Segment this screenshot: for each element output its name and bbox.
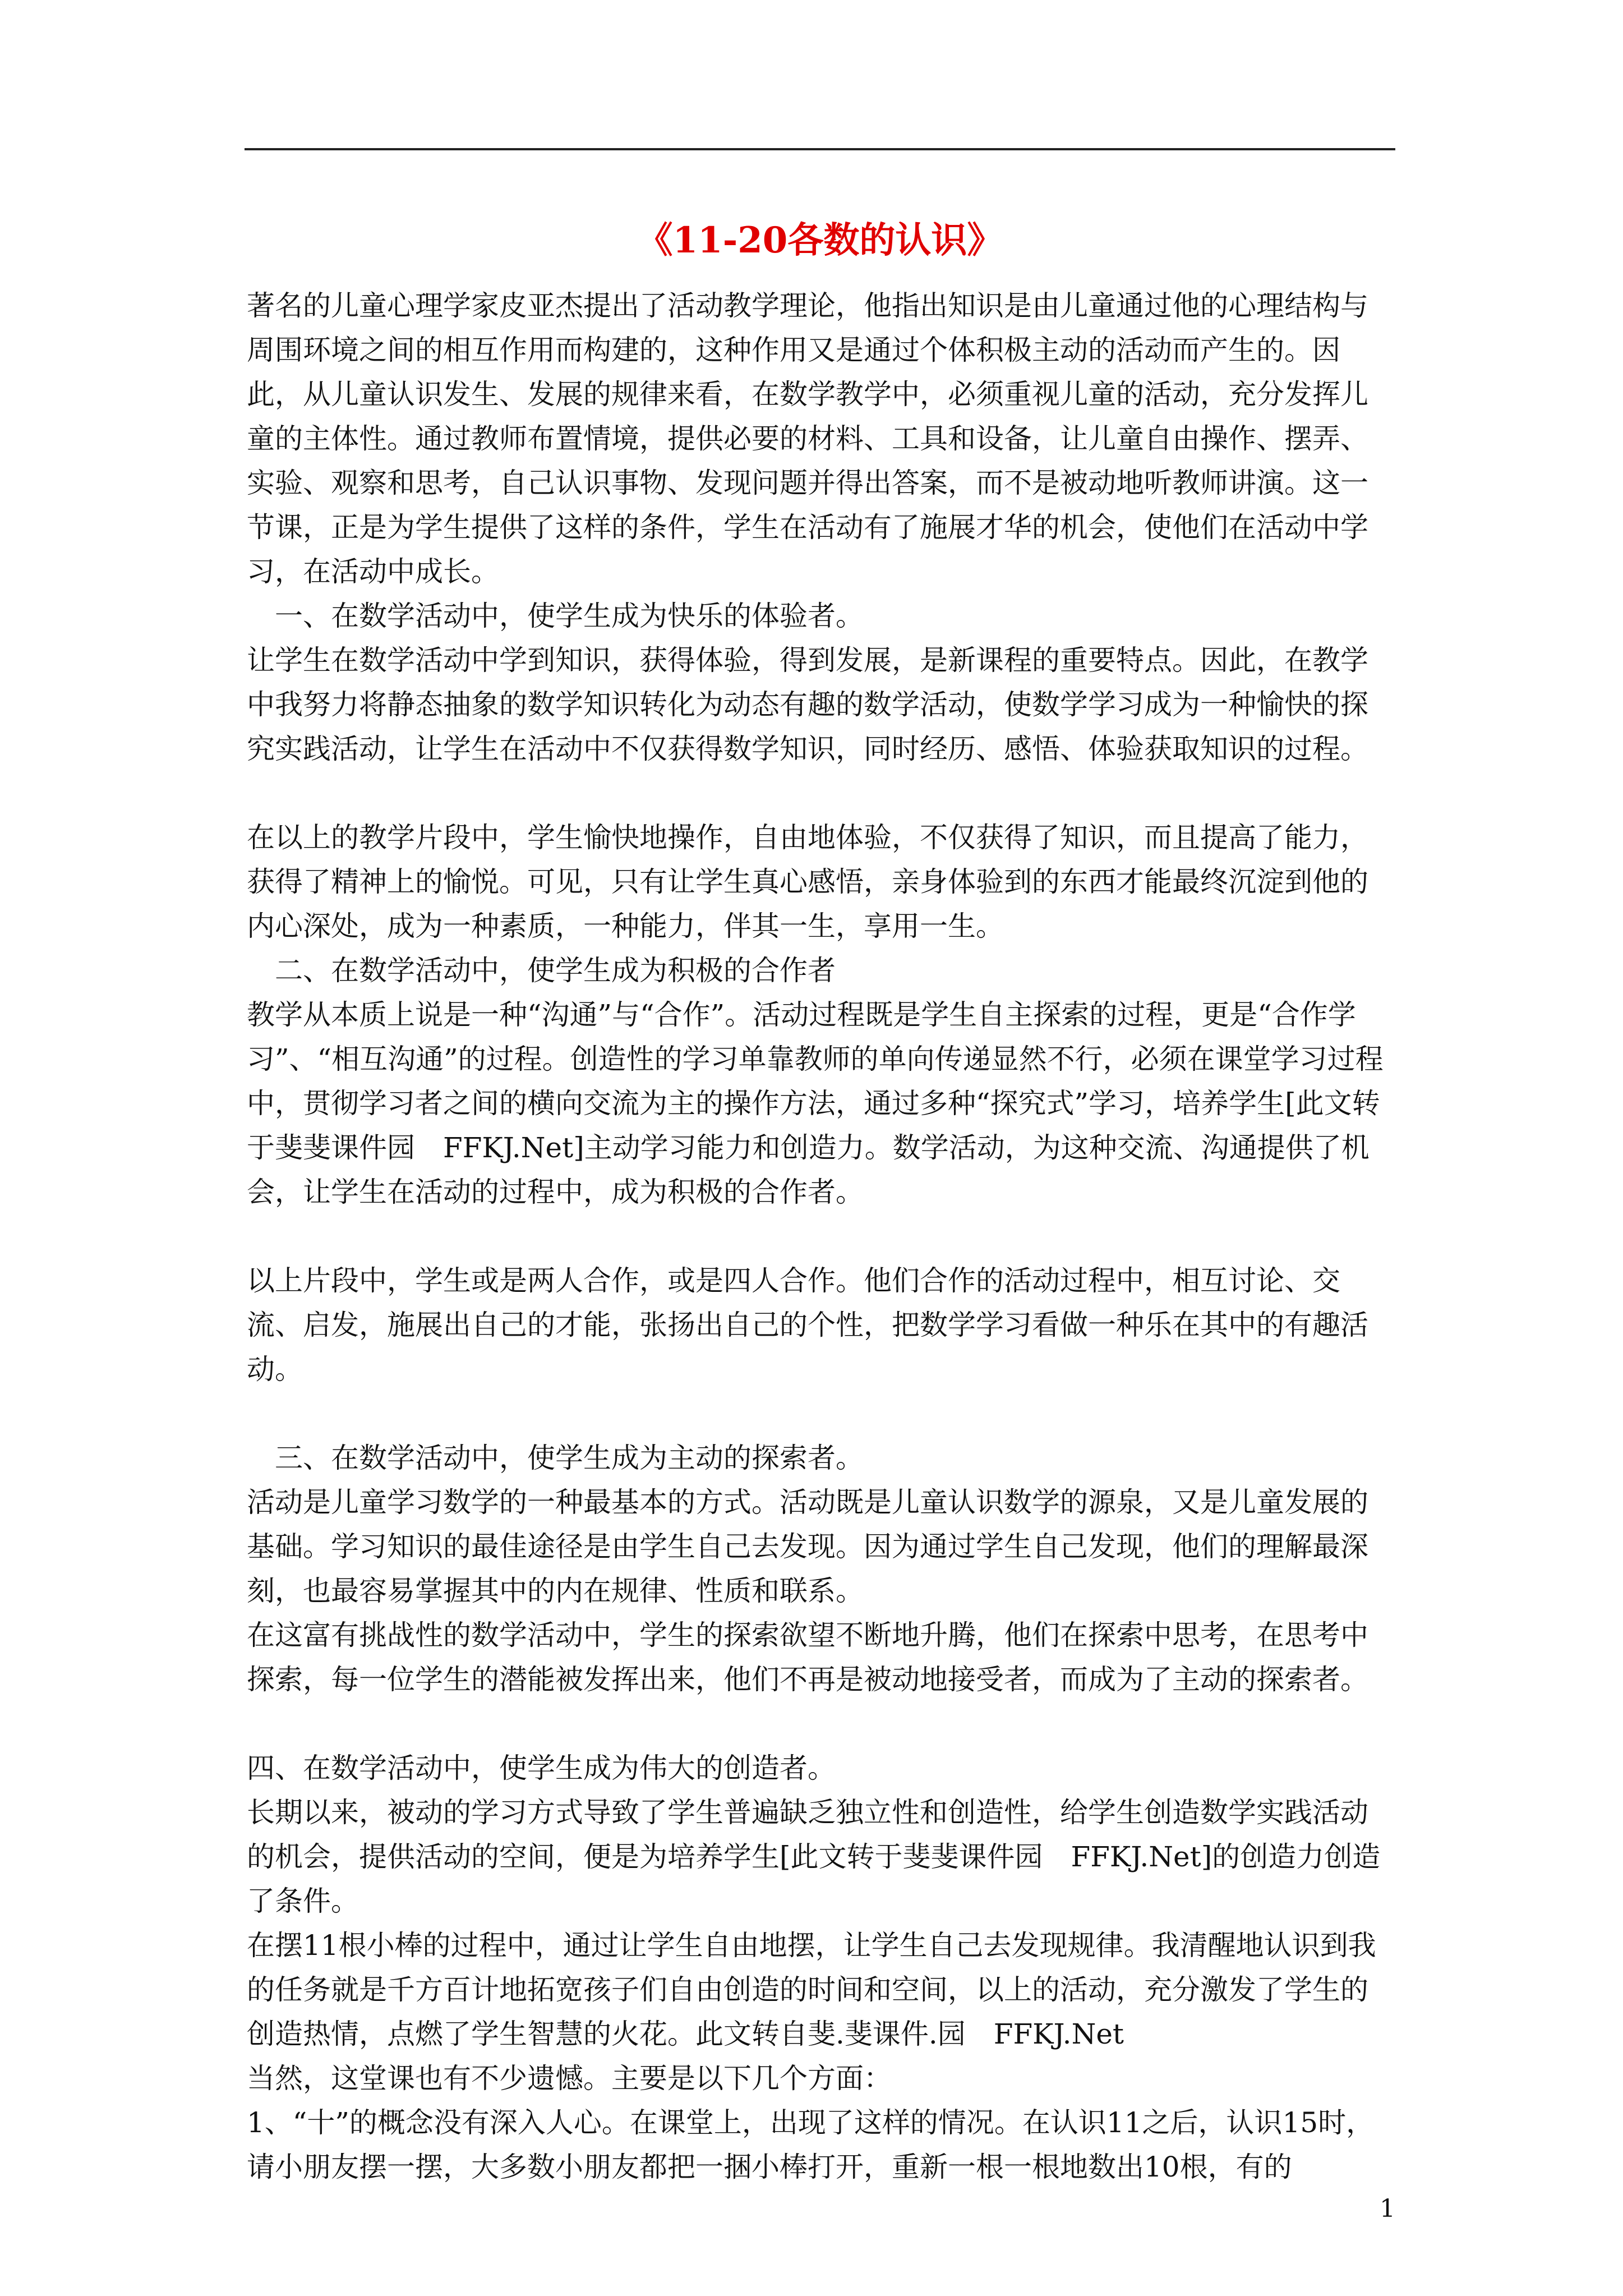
section-heading-2: 二、在数学活动中，使学生成为积极的合作者 <box>275 954 836 987</box>
paragraph: 当然，这堂课也有不少遗憾。主要是以下几个方面： <box>247 2062 892 2095</box>
blank-line <box>247 1214 1395 1259</box>
paragraph: 在这富有挑战性的数学活动中，学生的探索欲望不断地升腾，他们在探索中思考，在思考中探索，每一位学生的潜能被发挥出来，他们不再是被动地接受者，而成为了主动的探索者。 <box>247 1619 1368 1696</box>
paragraph: 长期以来，被动的学习方式导致了学生普遍缺乏独立性和创造性，给学生创造数学实践活动的机会，提供活动的空间，便是为培养学生[此文转于斐斐课件园 FFKJ.Net]的创造力创造了条件。 <box>247 1796 1381 1917</box>
document-body <box>247 284 1395 2189</box>
list-item: 1、“十”的概念没有深入人心。在课堂上，出现了这样的情况。在认识11之后，认识15时，请小朋友摆一摆，大多数小朋友都把一捆小棒打开，重新一根一根地数出10根，有的 <box>247 2106 1375 2183</box>
blank-line <box>247 1392 1395 1436</box>
paragraph: 以上片段中，学生或是两人合作，或是四人合作。他们合作的活动过程中，相互讨论、交流、启发，施展出自己的才能，张扬出自己的个性，把数学学习看做一种乐在其中的有趣活动。 <box>247 1264 1368 1386</box>
paragraph: 在以上的教学片段中，学生愉快地操作，自由地体验，不仅获得了知识，而且提高了能力，获得了精神上的愉悦。可见，只有让学生真心感悟，亲身体验到的东西才能最终沉淀到他的内心深处，成为一种素质，一种能力，伴其一生，享用一生。 <box>247 821 1368 942</box>
document-title: 《11-20各数的认识》 <box>637 219 1003 261</box>
page-number: 1 <box>1380 2194 1395 2223</box>
section-heading-3: 三、在数学活动中，使学生成为主动的探索者。 <box>275 1442 864 1474</box>
section-heading-1: 一、在数学活动中，使学生成为快乐的体验者。 <box>275 600 864 632</box>
section-heading-4: 四、在数学活动中，使学生成为伟大的创造者。 <box>247 1752 836 1784</box>
paragraph: 教学从本质上说是一种“沟通”与“合作”。活动过程既是学生自主探索的过程，更是“合作学习”、“相互沟通”的过程。创造性的学习单靠教师的单向传递显然不行，必须在课堂学习过程中，贯彻学习者之间的横向交流为主的操作方法，通过多种“探究式”学习，培养学生[此文转于斐斐课件园 FFKJ.Net]主动学习能力和创造力。数学活动，为这种交流、沟通提供了机会，让学生在活动的过程中，成为积极的合作者。 <box>247 999 1384 1208</box>
blank-line <box>247 771 1395 816</box>
blank-line <box>247 1702 1395 1746</box>
paragraph: 在摆11根小棒的过程中，通过让学生自由地摆，让学生自己去发现规律。我清醒地认识到我的任务就是千方百计地拓宽孩子们自由创造的时间和空间，以上的活动，充分激发了学生的创造热情，点燃了学生智慧的火花。此文转自斐.斐课件.园 FFKJ.Net <box>247 1929 1376 2050</box>
paragraph-intro: 著名的儿童心理学家皮亚杰提出了活动教学理论，他指出知识是由儿童通过他的心理结构与周围环境之间的相互作用而构建的，这种作用又是通过个体积极主动的活动而产生的。因此，从儿童认识发生、发展的规律来看，在数学教学中，必须重视儿童的活动，充分发挥儿童的主体性。通过教师布置情境，提供必要的材料、工具和设备，让儿童自由操作、摆弄、实验、观察和思考，自己认识事物、发现问题并得出答案，而不是被动地听教师讲演。这一节课，正是为学生提供了这样的条件，学生在活动有了施展才华的机会，使他们在活动中学习，在活动中成长。 <box>247 289 1368 588</box>
header-rule <box>245 148 1395 150</box>
paragraph: 让学生在数学活动中学到知识，获得体验，得到发展，是新课程的重要特点。因此，在教学中我努力将静态抽象的数学知识转化为动态有趣的数学活动，使数学学习成为一种愉快的探究实践活动，让学生在活动中不仅获得数学知识，同时经历、感悟、体验获取知识的过程。 <box>247 644 1368 765</box>
paragraph: 活动是儿童学习数学的一种最基本的方式。活动既是儿童认识数学的源泉，又是儿童发展的基础。学习知识的最佳途径是由学生自己去发现。因为通过学生自己发现，他们的理解最深刻，也最容易掌握其中的内在规律、性质和联系。 <box>247 1486 1368 1607</box>
